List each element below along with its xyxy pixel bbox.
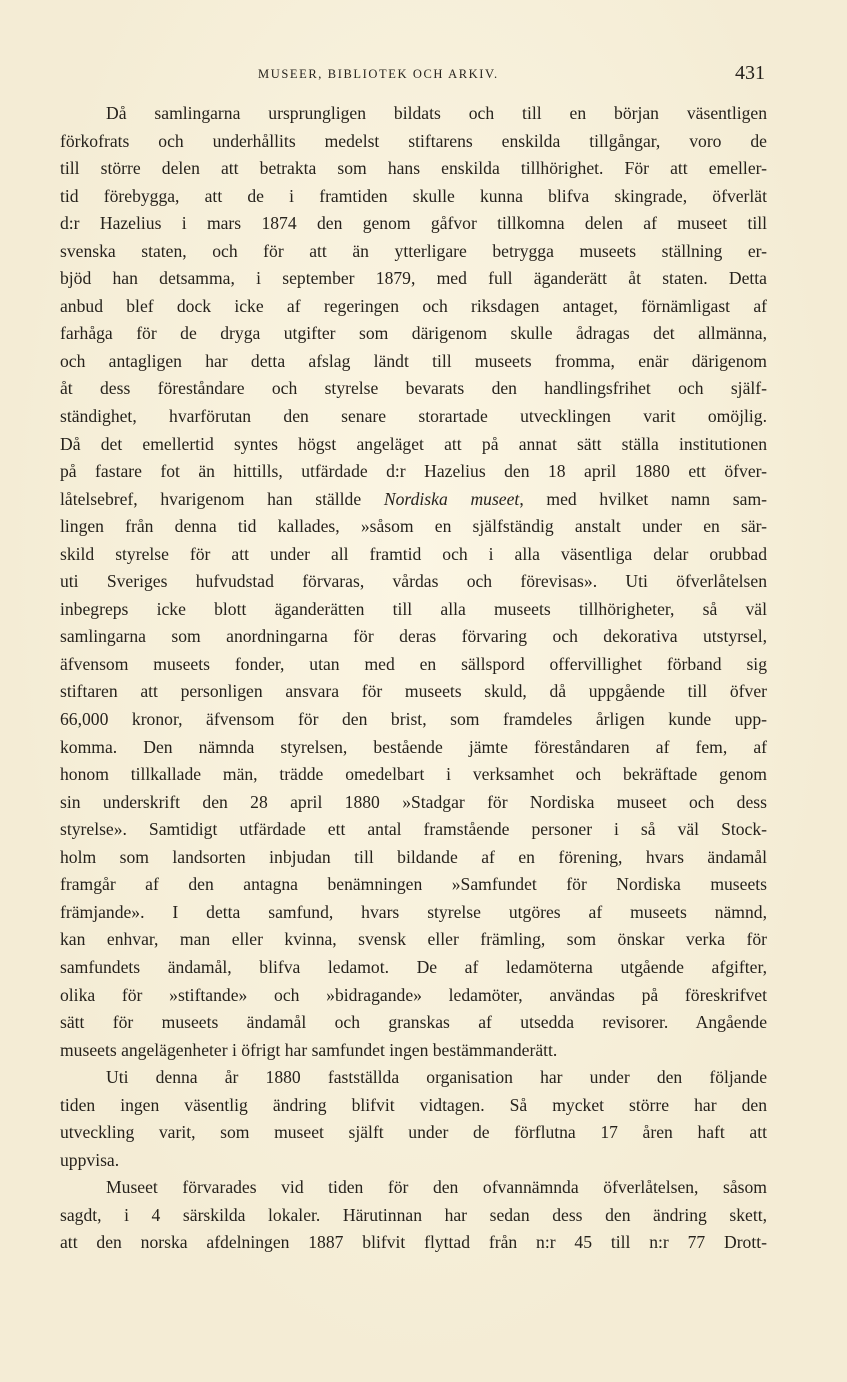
text-line: främjande». I detta samfund, hvars styrelse utgöres af museets nämnd,	[60, 901, 767, 922]
text-line: museets angelägenheter i öfrigt har samfundet ingen bestämmanderätt.	[60, 1039, 558, 1060]
text-line: anbud blef dock icke af regeringen och riksdagen antaget, förnämligast af	[60, 295, 767, 316]
text-line: holm som landsorten inbjudan till bildande af en förening, hvars ändamål	[60, 846, 767, 867]
text-line: ständighet, hvarförutan den senare storartade utvecklingen varit omöjlig.	[60, 406, 767, 427]
text-line: uppvisa.	[60, 1149, 120, 1170]
text-line: Då det emellertid syntes högst angeläget att på annat sätt ställa institutionen	[60, 433, 767, 454]
text-line: uti Sveriges hufvudstad förvaras, vårdas och förevisas». Uti öfverlåtelsen	[60, 571, 767, 592]
text-line: sin underskrift den 28 april 1880 »Stadgar för Nordiska museet och dess	[60, 791, 767, 812]
text-line: 66,000 kronor, äfvensom för den brist, som framdeles årligen kunde upp-	[60, 709, 767, 730]
text-segment: , med hvilket namn sam-	[519, 488, 767, 509]
page-number: 431	[735, 62, 765, 84]
text-line: utveckling varit, som museet själft under de förflutna 17 åren haft att	[60, 1122, 767, 1143]
text-line: Uti denna år 1880 fastställda organisation har under den följande	[106, 1067, 767, 1088]
text-line-with-italic	[60, 486, 767, 514]
text-line: Då samlingarna ursprungligen bildats och till en början väsentligen	[106, 103, 767, 123]
running-title: MUSEER, BIBLIOTEK OCH ARKIV.	[258, 67, 499, 81]
text-line: sätt för museets ändamål och granskas af utsedda revisorer. Angående	[60, 1012, 767, 1033]
text-line: på fastare fot än hittills, utfärdade d:r Hazelius den 18 april 1880 ett öfver-	[60, 461, 767, 482]
text-line: till större delen att betrakta som hans enskilda tillhörighet. För att emeller-	[60, 158, 767, 179]
text-line: Museet förvarades vid tiden för den ofvannämnda öfverlåtelsen, såsom	[106, 1177, 767, 1198]
text-line: d:r Hazelius i mars 1874 den genom gåfvor tillkomna delen af museet till	[60, 213, 767, 234]
text-line: komma. Den nämnda styrelsen, bestående jämte föreståndaren af fem, af	[60, 736, 767, 757]
text-line: åt dess föreståndare och styrelse bevarats den handlingsfrihet och själf-	[60, 378, 767, 399]
text-line: stiftaren att personligen ansvara för museets skuld, då uppgående till öfver	[60, 681, 767, 702]
text-line: skild styrelse för att under all framtid och i alla väsentliga delar orubbad	[60, 543, 767, 564]
text-line: äfvensom museets fonder, utan med en sällspord offervillighet förband sig	[60, 653, 767, 674]
text-line: samfundets ändamål, blifva ledamot. De af ledamöterna utgående afgifter,	[60, 956, 767, 977]
text-line: honom tillkallade män, trädde omedelbart i verksamhet och bekräftade genom	[60, 764, 767, 785]
text-segment: låtelsebref, hvarigenom han ställde	[60, 488, 362, 509]
running-head	[60, 64, 767, 88]
text-line: styrelse». Samtidigt utfärdade ett antal framstående personer i så väl Stock-	[60, 819, 767, 840]
text-line: tid förebygga, att de i framtiden skulle kunna blifva skingrade, öfverlät	[60, 185, 767, 206]
text-line: sagdt, i 4 särskilda lokaler. Härutinnan har sedan dess den ändring skett,	[60, 1204, 767, 1225]
text-line: samlingarna som anordningarna för deras förvaring och dekorativa utstyrsel,	[60, 626, 767, 647]
text-line: tiden ingen väsentlig ändring blifvit vidtagen. Så mycket större har den	[60, 1094, 767, 1115]
text-line: olika för »stiftande» och »bidragande» ledamöter, användas på föreskrifvet	[60, 984, 767, 1005]
text-line: och antagligen har detta afslag ländt till museets fromma, enär därigenom	[60, 350, 767, 371]
text-line: framgår af den antagna benämningen »Samfundet för Nordiska museets	[60, 874, 767, 895]
text-line: att den norska afdelningen 1887 blifvit flyttad från n:r 45 till n:r 77 Drott-	[60, 1232, 767, 1253]
body-text	[60, 100, 767, 1257]
text-line: inbegreps icke blott äganderätten till alla museets tillhörigheter, så väl	[60, 598, 767, 619]
text-line: bjöd han detsamma, i september 1879, med full äganderätt åt staten. Detta	[60, 268, 767, 289]
text-line: lingen från denna tid kallades, »såsom en själfständig anstalt under en sär-	[60, 516, 767, 537]
italic-museum-name: Nordiska museet	[383, 488, 520, 509]
text-line: förkofrats och underhållits medelst stiftarens enskilda tillgångar, voro de	[60, 130, 767, 151]
text-line: kan enhvar, man eller kvinna, svensk eller främling, som önskar verka för	[60, 929, 767, 950]
text-line: farhåga för de dryga utgifter som därigenom skulle ådragas det allmänna,	[60, 323, 767, 344]
text-line: svenska staten, och för att än ytterligare betrygga museets ställning er-	[60, 240, 767, 261]
